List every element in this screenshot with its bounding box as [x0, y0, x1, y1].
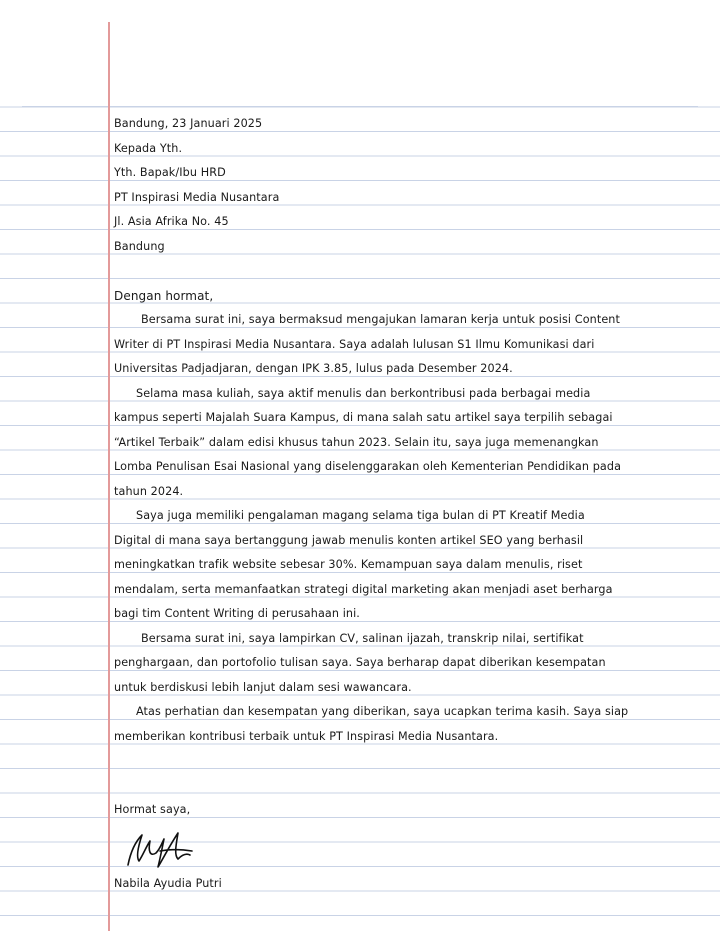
- blank-line: [114, 259, 674, 284]
- body-line: Bersama surat ini, saya lampirkan CV, salinan ijazah, transkrip nilai, sertifikat: [141, 631, 584, 645]
- company-address: Jl. Asia Afrika No. 45: [114, 215, 229, 228]
- body-line: kampus seperti Majalah Suara Kampus, di mana salah satu artikel saya terpilih sebagai: [114, 411, 613, 424]
- signature-icon: [120, 825, 200, 871]
- place-date: Bandung, 23 Januari 2025: [114, 117, 263, 130]
- body-line: Lomba Penulisan Esai Nasional yang diselenggarakan oleh Kementerian Pendidikan pada: [114, 460, 622, 473]
- closing: Hormat saya,: [114, 803, 191, 816]
- body-line: Universitas Padjadjaran, dengan IPK 3.85, lulus pada Desember 2024.: [114, 362, 513, 375]
- body-line: Saya juga memiliki pengalaman magang selama tiga bulan di PT Kreatif Media: [136, 509, 585, 522]
- body-line: Atas perhatian dan kesempatan yang diberikan, saya ucapkan terima kasih. Saya siap: [136, 705, 629, 718]
- body-line: “Artikel Terbaik” dalam edisi khusus tahun 2023. Selain itu, saya juga memenangkan: [114, 435, 599, 449]
- signature: [114, 823, 674, 872]
- company-city: Bandung: [114, 239, 165, 253]
- body-line: Selama masa kuliah, saya aktif menulis dan berkontribusi pada berbagai media: [136, 386, 591, 400]
- body-line: memberikan kontribusi terbaik untuk PT Inspirasi Media Nusantara.: [114, 729, 499, 743]
- blank-line: [114, 774, 674, 799]
- salutation: Dengan hormat,: [114, 288, 214, 303]
- company-name: PT Inspirasi Media Nusantara: [114, 190, 280, 204]
- to-line: Kepada Yth.: [114, 141, 183, 155]
- margin-line: [108, 22, 110, 931]
- signer-name: Nabila Ayudia Putri: [114, 876, 222, 890]
- blank-line: [114, 749, 674, 774]
- rule-line: [22, 106, 698, 107]
- body-line: bagi tim Content Writing di perusahaan ini.: [114, 607, 360, 620]
- body-line: Digital di mana saya bertanggung jawab menulis konten artikel SEO yang berhasil: [114, 533, 584, 547]
- body-line: tahun 2024.: [114, 484, 184, 498]
- recipient: Yth. Bapak/Ibu HRD: [114, 166, 226, 179]
- body-line: meningkatkan trafik website sebesar 30%. Kemampuan saya dalam menulis, riset: [114, 558, 583, 571]
- body-line: Bersama surat ini, saya bermaksud mengajukan lamaran kerja untuk posisi Content: [141, 313, 620, 326]
- body-line: penghargaan, dan portofolio tulisan saya. Saya berharap dapat diberikan kesempatan: [114, 656, 606, 669]
- body-line: mendalam, serta memanfaatkan strategi digital marketing akan menjadi aset berharga: [114, 582, 613, 596]
- body-line: Writer di PT Inspirasi Media Nusantara. Saya adalah lulusan S1 Ilmu Komunikasi dari: [114, 337, 595, 351]
- letter-content: [114, 112, 674, 896]
- body-line: untuk berdiskusi lebih lanjut dalam sesi wawancara.: [114, 680, 412, 694]
